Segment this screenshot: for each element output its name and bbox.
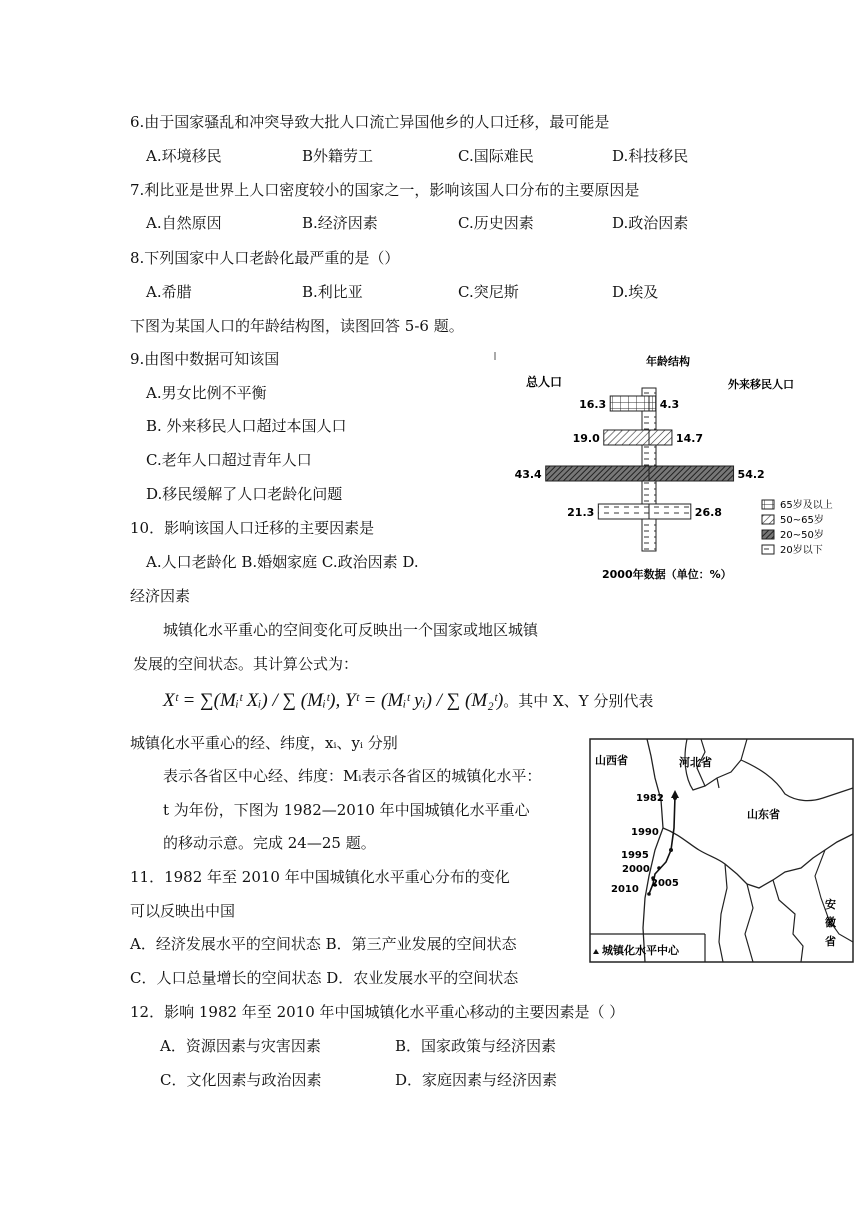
pyramid-values [515,398,765,519]
legend-65-plus: 65岁及以上 [780,500,833,511]
q9-option-a: A.男女比例不平衡 [146,384,267,402]
passage-line-6: 的移动示意。完成 24—25 题。 [163,834,376,852]
bar-immigrant-50-65 [649,430,672,445]
value-total-65-plus: 16.3 [579,398,607,411]
province-anhui-3: 省 [825,935,836,948]
q12-option-c: C．文化因素与政治因素 [160,1071,322,1089]
bar-immigrant-20-50 [649,466,734,481]
pyramid-bars [546,396,734,519]
bar-total-50-65 [604,430,649,445]
q7-option-b: B.经济因素 [302,214,378,232]
bar-immigrant-under-20 [649,504,691,519]
right-label: 外来移民人口 [728,378,794,391]
q11-options-cd: C．人口总量增长的空间状态 D．农业发展水平的空间状态 [130,969,519,987]
question-11-stem-2: 可以反映出中国 [130,902,236,920]
year-1995: 1995 [621,850,649,861]
legend-swatch-under-20 [762,545,774,554]
passage-line-1: 城镇化水平重心的空间变化可反映出一个国家或地区城镇 [163,621,539,639]
q9-option-d: D.移民缓解了人口老龄化问题 [146,485,343,503]
question-8-stem: 8.下列国家中人口老龄化最严重的是（） [130,249,400,267]
value-total-under-20: 21.3 [567,506,595,519]
q7-option-c: C.历史因素 [458,214,534,232]
value-total-50-65: 19.0 [572,432,600,445]
province-shandong: 山东省 [747,808,780,821]
age-structure-chart [492,348,854,584]
chart-legend [762,498,833,556]
question-10-stem: 10．影响该国人口迁移的主要因素是 [130,519,375,537]
formula-y: Yᵗ = (Mᵢᵗ yᵢ) / ∑ (M₂ᵗ) [344,690,504,711]
q8-option-b: B.利比亚 [302,283,363,301]
passage-line-4: 表示各省区中心经、纬度：Mᵢ表示各省区的城镇化水平： [163,767,542,785]
q9-option-c: C.老年人口超过青年人口 [146,451,312,469]
value-immigrant-50-65: 14.7 [675,432,704,445]
question-7-stem: 7.利比亚是世界上人口密度较小的国家之一，影响该国人口分布的主要原因是 [130,181,640,199]
q6-option-d: D.科技移民 [612,147,689,165]
year-2000: 2000 [622,864,650,875]
center-point-2010 [647,892,651,896]
province-hebei: 河北省 [679,756,712,769]
value-immigrant-65-plus: 4.3 [659,398,680,411]
formula-tail: 。其中 X、Y 分别代表 [503,692,654,710]
bar-total-20-50 [546,466,649,481]
center-point-1995 [657,866,661,870]
passage-line-5: t 为年份，下图为 1982—2010 年中国城镇化水平重心 [163,801,530,819]
legend-swatch-20-50 [762,530,774,539]
q8-option-c: C.突尼斯 [458,283,519,301]
year-1990: 1990 [631,827,659,838]
legend-50-65: 50~65岁 [780,515,824,526]
legend-swatch-65-plus [762,500,774,509]
bar-immigrant-65-plus [649,396,656,411]
center-point-1982 [673,796,677,800]
passage-line-3: 城镇化水平重心的经、纬度，xᵢ、yᵢ 分别 [130,734,398,752]
province-anhui-2: 徽 [825,916,836,929]
value-immigrant-under-20: 26.8 [694,506,722,519]
province-anhui-1: 安 [825,898,836,911]
legend-under-20: 20岁以下 [780,545,823,556]
bar-total-65-plus [610,396,649,411]
value-total-20-50: 43.4 [514,468,542,481]
q11-options-ab: A．经济发展水平的空间状态 B．第三产业发展的空间状态 [130,935,517,953]
bar-total-under-20 [598,504,649,519]
q12-option-d: D．家庭因素与经济因素 [395,1071,558,1089]
legend-swatch-50-65 [762,515,774,524]
urbanization-center-map [589,738,854,963]
province-shanxi: 山西省 [595,754,628,767]
q12-option-b: B．国家政策与经济因素 [395,1037,557,1055]
q7-option-d: D.政治因素 [612,214,689,232]
question-12-stem: 12．影响 1982 年至 2010 年中国城镇化水平重心移动的主要因素是（ ） [130,1003,625,1021]
q7-option-a: A.自然原因 [146,214,222,232]
chart-footer: 2000年数据（单位：%） [602,568,732,581]
center-point-1990 [669,848,673,852]
question-11-stem-1: 11．1982 年至 2010 年中国城镇化水平重心分布的变化 [130,868,510,886]
value-immigrant-20-50: 54.2 [737,468,765,481]
q6-option-c: C.国际难民 [458,147,534,165]
q9-option-b: B. 外来移民人口超过本国人口 [146,417,347,435]
q6-option-a: A.环境移民 [146,147,222,165]
question-6-stem: 6.由于国家骚乱和冲突导致大批人口流亡异国他乡的人口迁移，最可能是 [130,113,610,131]
map-legend: 城镇化水平中心 [602,944,679,957]
question-9-stem: 9.由图中数据可知该国 [130,350,280,368]
passage-line-2: 发展的空间状态。其计算公式为： [133,655,359,673]
legend-20-50: 20~50岁 [780,530,824,541]
year-2005: 2005 [651,878,679,889]
urbanization-formula [163,690,653,712]
q10-options-continued: 经济因素 [130,587,191,605]
chart-title: 年龄结构 [646,355,690,368]
figure-intro: 下图为某国人口的年龄结构图，读图回答 5-6 题。 [130,317,464,335]
year-2010: 2010 [611,884,639,895]
left-label: 总人口 [526,375,563,389]
q10-options: A.人口老龄化 B.婚姻家庭 C.政治因素 D. [146,553,419,571]
q8-option-a: A.希腊 [146,283,192,301]
q12-option-a: A．资源因素与灾害因素 [160,1037,321,1055]
year-1982: 1982 [636,793,664,804]
q6-option-b: B外籍劳工 [302,147,374,165]
q8-option-d: D.埃及 [612,283,659,301]
formula-x: Xᵗ = ∑(Mᵢᵗ Xᵢ) / ∑ (Mᵢᵗ), [163,690,341,711]
